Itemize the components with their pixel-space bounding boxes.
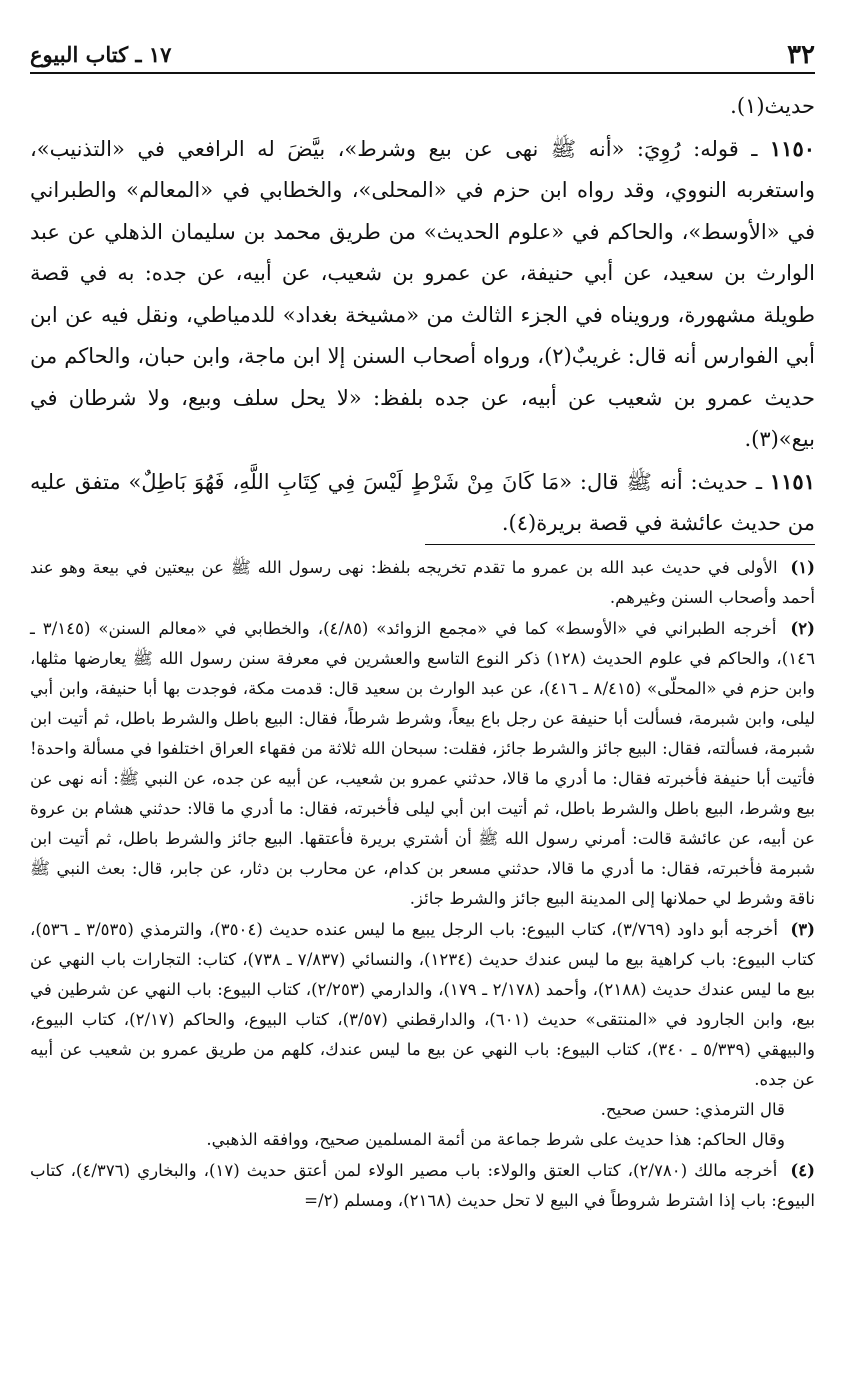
entry-text: ـ حديث: أنه ﷺ قال: «مَا كَانَ مِنْ شَرْطٍ لَيْسَ فِي كِتَابِ اللَّهِ، فَهُوَ بَاطِلٌ» متفق عليه من حديث عائشة في قصة بريرة(٤). <box>30 469 815 535</box>
main-text <box>30 86 815 545</box>
footnote-mark: (١) <box>790 557 816 577</box>
footnote-text: أخرجه الطبراني في «الأوسط» كما في «مجمع الزوائد» (٤/٨٥)، والخطابي في «معالم السنن» (٣/١٤٥ ـ ١٤٦)، والحاكم في علوم الحديث (١٢٨) ذكر النوع التاسع والعشرين في معرفة سنن رسول الله ﷺ يعارضها مثلها، وابن حزم في «المحلّى» (٨/٤١٥ ـ ٤١٦)، عن عبد الوارث بن سعيد قال: قدمت مكة، فوجدت بها أبا حنيفة، وابن أبي ليلى، وابن شبرمة، فسألت أبا حنيفة عن رجل باع بيعاً، وشرط شرطاً، فقال: البيع باطل والشرط باطل، ثم أتيت ابن شبرمة، فسألته، فقال: البيع جائز والشرط جائز، فقلت: سبحان الله ثلاثة من فقهاء العراق اختلفوا في مسألة واحدة! فأتيت أبا حنيفة فأخبرته فقال: ما أدري ما قالا، حدثني عمرو بن شعيب، عن أبيه عن جده، عن النبي ﷺ: أنه نهى عن بيع وشرط، البيع باطل والشرط باطل، ثم أتيت ابن أبي ليلى فأخبرته، فقال: ما أدري ما قالا: حدثني هشام بن عروة عن أبيه، عن عائشة قالت: أمرني رسول الله ﷺ أن أشتري بريرة فأعتقها. البيع جائز والشرط باطل، ثم أتيت ابن شبرمة فأخبرته، فقال: ما أدري ما قالا، حدثني مسعر بن كدام، عن محارب بن دثار، عن جابر، قال: بعث النبي ﷺ ناقة وشرط لي حملانها إلى المدينة البيع جائز والشرط جائز. <box>30 619 815 908</box>
footnote-text: أخرجه أبو داود (٣/٧٦٩)، كتاب البيوع: باب الرجل يبيع ما ليس عنده حديث (٣٥٠٤)، والترمذي (٣/٥٣٥ ـ ٥٣٦)، كتاب البيوع: باب كراهية بيع ما ليس عندك حديث (١٢٣٤)، والنسائي (٧/٨٣٧ ـ ٧٣٨)، كتاب: التجارات باب النهي عن بيع ما ليس عندك حديث (٢١٨٨)، وأحمد (٢/١٧٨ ـ ١٧٩)، والدارمي (٢/٢٥٣)، كتاب البيوع: باب النهي عن شرطين في بيع، وابن الجارود في «المنتقى» حديث (٦٠١)، والدارقطني (٣/٥٧)، كتاب البيوع، والحاكم (٢/١٧)، كتاب البيوع، والبيهقي (٥/٣٣٩ ـ ٣٤٠)، كتاب البيوع: باب النهي عن بيع ما ليس عندك، كلهم من طريق عمرو بن شعيب عن أبيه عن جده. <box>30 920 816 1089</box>
intro-line: حديث(١). <box>730 94 815 118</box>
footnotes <box>30 552 815 1216</box>
page-header <box>30 38 815 74</box>
footnote-text: الأولى في حديث عبد الله بن عمرو ما تقدم تخريجه بلفظ: نهى رسول الله ﷺ عن بيعتين في بيعة وهو عند أحمد وأصحاب السنن وغيرهم. <box>30 558 815 607</box>
entry-1150 <box>30 128 815 461</box>
footnote-3-tirmidhi: قال الترمذي: حسن صحيح. <box>600 1100 785 1119</box>
entry-text: ـ قوله: رُوِيَ: «أنه ﷺ نهى عن بيع وشرط»، بيَّضَ له الرافعي في «التذنيب»، واستغربه النووي، وقد رواه ابن حزم في «المحلى»، والخطابي في «المعالم» والطبراني في «الأوسط»، والحاكم في «علوم الحديث» من طريق محمد بن سليمان الذهلي عن عبد الوارث بن سعيد، عن أبي حنيفة، عن عمرو بن شعيب، عن أبيه، عن جده: به في قصة طويلة مشهورة، ورويناه في الجزء الثالث من «مشيخة بغداد» للدمياطي، ونقل فيه عن ابن أبي الفوارس أنه قال: غريبٌ(٢)، ورواه أصحاب السنن إلا ابن ماجة، وابن حبان، والحاكم من حديث عمرو بن شعيب عن أبيه، عن جده بلفظ: «لا يحل سلف وبيع، ولا شرطان في بيع»(٣). <box>30 136 815 451</box>
running-title: ١٧ ـ كتاب البيوع <box>30 42 172 67</box>
footnote-3-hakim: وقال الحاكم: هذا حديث على شرط جماعة من أئمة المسلمين صحيح، ووافقه الذهبي. <box>206 1130 785 1149</box>
footnote-mark: (٤) <box>790 1160 815 1180</box>
footnote-mark: (٣) <box>790 919 815 939</box>
footnote-2 <box>30 613 815 914</box>
entry-number: ١١٥٠ <box>769 135 816 161</box>
footnote-separator <box>425 544 815 545</box>
entry-number: ١١٥١ <box>769 468 815 494</box>
footnote-3 <box>30 914 815 1095</box>
footnote-mark: (٢) <box>790 618 815 638</box>
footnote-1 <box>30 552 815 613</box>
footnote-text: أخرجه مالك (٢/٧٨٠)، كتاب العتق والولاء: باب مصير الولاء لمن أعتق حديث (١٧)، والبخاري (٤/٣٧٦)، كتاب البيوع: باب إذا اشترط شروطاً في البيع لا تحل حديث (٢١٦٨)، ومسلم (٢/= <box>30 1161 815 1210</box>
entry-1151 <box>30 461 815 545</box>
footnote-4 <box>30 1155 815 1216</box>
page-number: ٣٢ <box>787 40 815 70</box>
